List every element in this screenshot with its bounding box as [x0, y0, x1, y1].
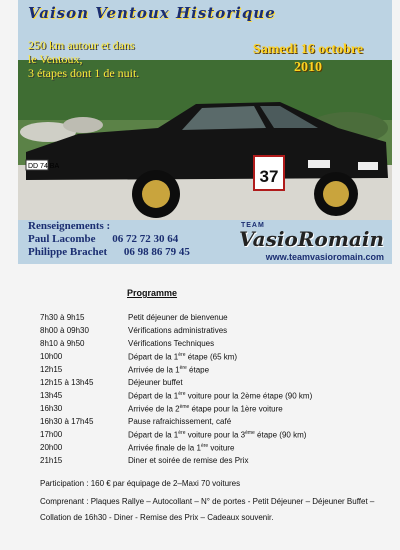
team-brand [239, 222, 384, 262]
schedule-activity: Arrivée de la 1ère étape [128, 365, 210, 375]
schedule-activity: Arrivée de la 2ème étape pour la 1ère voiture [128, 404, 283, 414]
contact-row [28, 233, 190, 246]
contact-name: Paul Lacombe [28, 233, 96, 245]
schedule-activity: Diner et soirée de remise des Prix [128, 456, 249, 465]
contact-phone: 06 72 72 30 64 [112, 233, 179, 245]
contact-info [28, 220, 190, 259]
schedule-activity: Départ de la 1ère voiture pour la 3ème étape (90 km) [128, 430, 307, 440]
schedule-activity: Départ de la 1ère voiture pour la 2ème étape (90 km) [128, 391, 313, 401]
schedule-time: 8h00 à 09h30 [40, 326, 89, 335]
schedule-activity: Déjeuner buffet [128, 378, 183, 387]
license-plate: DD 74 BA [28, 163, 60, 170]
contact-heading: Renseignements : [28, 220, 111, 232]
participation-fee: Participation : 160 € par équipage de 2–Maxi 70 voitures [40, 479, 241, 488]
event-poster [18, 0, 392, 264]
schedule-time: 7h30 à 9h15 [40, 313, 85, 322]
schedule-time: 16h30 à 17h45 [40, 417, 94, 426]
schedule-activity: Arrivée finale de la 1ère voiture [128, 443, 235, 453]
included-items: Comprenant : Plaques Rallye – Autocollant – N° de portes - Petit Déjeuner – Déjeuner Buffet – Collation de 16h30 - Diner - Remise des Prix – Cadeaux souvenir. [40, 497, 375, 522]
schedule-time: 21h15 [40, 456, 63, 465]
schedule-time: 12h15 [40, 365, 63, 374]
contact-row [28, 246, 190, 259]
car-number: 37 [259, 167, 279, 186]
schedule-time: 10h00 [40, 352, 63, 361]
event-year: 2010 [294, 60, 322, 75]
schedule-activity: Départ de la 1ère étape (65 km) [128, 352, 238, 362]
schedule-activity: Petit déjeuner de bienvenue [128, 313, 228, 322]
schedule-activity: Vérifications Techniques [128, 339, 215, 348]
programme-title: Programme [127, 288, 178, 298]
event-title: Vaison Ventoux Historique [28, 4, 276, 22]
schedule-time: 17h00 [40, 430, 63, 439]
contact-phone: 06 98 86 79 45 [123, 246, 190, 258]
schedule-time: 13h45 [40, 391, 63, 400]
team-logo-text: VasioRomain [238, 227, 384, 251]
event-date [228, 42, 388, 76]
event-intro: 250 km autour et dans le Ventoux, 3 étapes dont 1 de nuit. [28, 38, 140, 80]
team-label: TEAM [240, 222, 265, 229]
team-website-link[interactable]: www.teamvasioromain.com [265, 252, 384, 262]
schedule-time: 12h15 à 13h45 [40, 378, 94, 387]
schedule-time: 8h10 à 9h50 [40, 339, 85, 348]
contact-name: Philippe Brachet [28, 246, 108, 258]
schedule-activity: Vérifications administratives [128, 326, 228, 335]
schedule-time: 16h30 [40, 404, 63, 413]
schedule-activity: Pause rafraichissement, café [128, 417, 232, 426]
rally-car-image [18, 82, 392, 222]
schedule-time: 20h00 [40, 443, 63, 452]
event-date-line: Samedi 16 octobre [252, 42, 364, 57]
